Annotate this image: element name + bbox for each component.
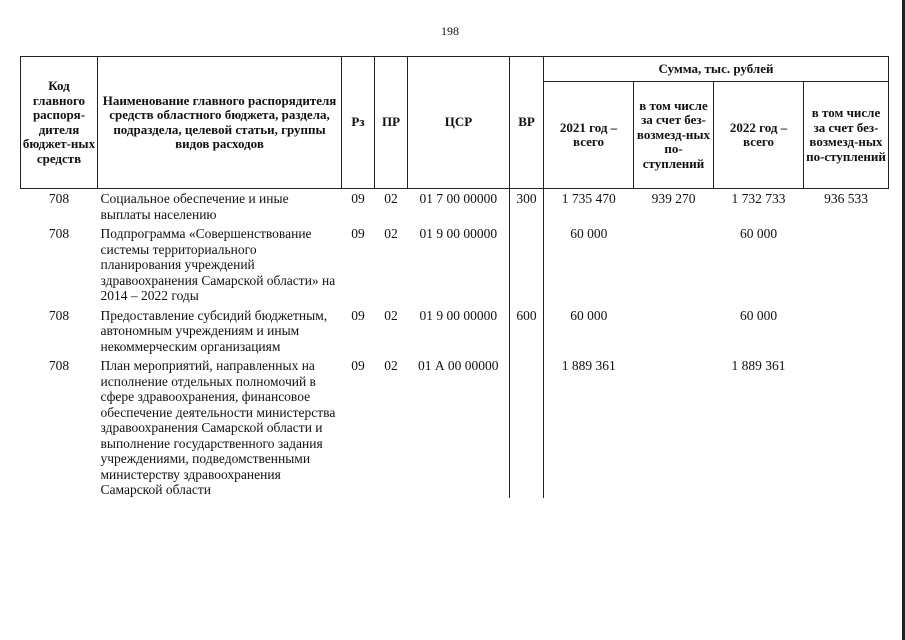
- cell-gratis-2022: 936 533: [824, 191, 868, 206]
- header-csr: ЦСР: [408, 57, 510, 189]
- header-pr: ПР: [375, 57, 408, 189]
- header-vr: ВР: [510, 57, 544, 189]
- cell-code: 708: [48, 307, 70, 323]
- cell-rz: 09: [351, 307, 365, 323]
- cell-sum-2021: 60 000: [570, 307, 608, 323]
- cell-name: Подпрограмма «Совершенствование системы территориального планирования учреждений здравоохранения Самарской области» на 2014 – 2022 годы: [100, 226, 336, 303]
- cell-csr: 01 9 00 00000: [419, 307, 498, 323]
- cell-pr: 02: [384, 307, 398, 323]
- cell-name: Предоставление субсидий бюджетным, автономным учреждениям и иным некоммерческим организациям: [100, 307, 328, 354]
- cell-gratis-2021: 939 270: [651, 191, 696, 206]
- cell-sum-2021: 1 889 361: [561, 358, 616, 373]
- cell-sum-2022: 60 000: [739, 226, 778, 241]
- cell-rz: 09: [351, 191, 365, 206]
- cell-pr: 02: [384, 226, 398, 241]
- table-row: [21, 222, 889, 304]
- cell-csr: 01 А 00 00000: [417, 358, 499, 373]
- cell-vr: 600: [510, 304, 544, 355]
- cell-code: 708: [48, 358, 70, 373]
- cell-vr: [510, 354, 544, 498]
- cell-gratis-2021: [634, 304, 714, 355]
- header-sum: Сумма, тыс. рублей: [544, 57, 889, 82]
- header-code: Код главного распоря-дителя бюджет-ных средств: [21, 57, 98, 189]
- cell-vr: 300: [510, 189, 544, 223]
- cell-pr: 02: [384, 191, 398, 206]
- cell-csr: 01 7 00 00000: [419, 191, 498, 206]
- table-row: [21, 354, 889, 498]
- cell-sum-2021: 60 000: [570, 226, 608, 241]
- cell-gratis-2022: [804, 354, 889, 498]
- cell-name: Социальное обеспечение и иные выплаты населению: [100, 191, 289, 222]
- header-rz: Рз: [342, 57, 375, 189]
- cell-pr: 02: [384, 358, 398, 373]
- header-2021-total: 2021 год – всего: [544, 82, 634, 189]
- cell-csr: 01 9 00 00000: [419, 226, 498, 241]
- cell-gratis-2022: [804, 304, 889, 355]
- header-2021-gratis: в том числе за счет без-возмезд-ных по-ступлений: [634, 82, 714, 189]
- header-2022-gratis: в том числе за счет без-возмезд-ных по-ступлений: [804, 82, 889, 189]
- cell-gratis-2021: [634, 354, 714, 498]
- cell-sum-2021: 1 735 470: [561, 191, 616, 206]
- cell-sum-2022: 1 732 733: [731, 191, 786, 206]
- cell-sum-2022: 1 889 361: [731, 358, 786, 373]
- cell-code: 708: [48, 226, 70, 241]
- cell-gratis-2022: [804, 222, 889, 304]
- cell-sum-2022: 60 000: [739, 307, 778, 323]
- table-row: [21, 189, 889, 223]
- cell-vr: [510, 222, 544, 304]
- header-2022-total: 2022 год – всего: [714, 82, 804, 189]
- cell-rz: 09: [351, 358, 365, 373]
- budget-table: [20, 56, 889, 498]
- page-number: 198: [441, 24, 459, 38]
- cell-gratis-2021: [634, 222, 714, 304]
- header-name: Наименование главного распорядителя средств областного бюджета, раздела, подраздела, целевой статьи, группы видов расходов: [98, 57, 342, 189]
- cell-rz: 09: [351, 226, 365, 241]
- cell-code: 708: [48, 191, 70, 206]
- table-row: [21, 304, 889, 355]
- cell-name: План мероприятий, направленных на исполнение отдельных полномочий в сфере здравоохранения, финансовое обеспечение деятельности министерства здравоохранения Самарской области и выполнение государственного задания учреждениями, подведомственными министерству здравоохранения Самарской области: [100, 358, 336, 497]
